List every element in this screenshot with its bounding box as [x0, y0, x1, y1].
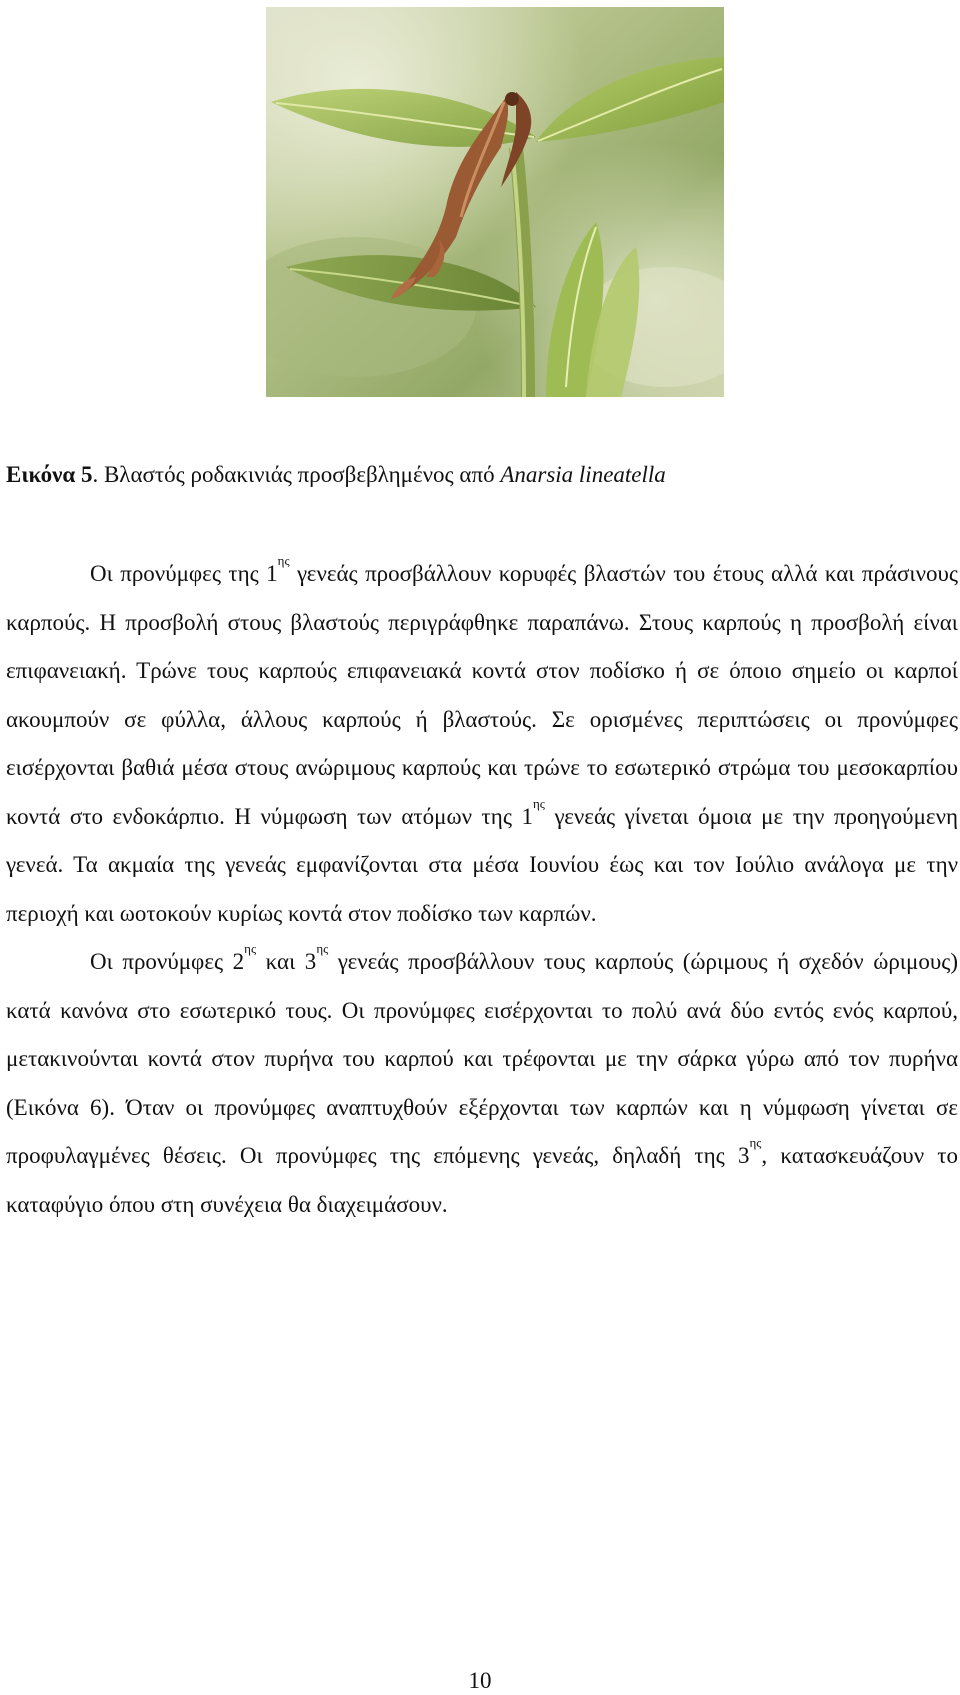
ordinal-superscript: ης: [277, 553, 290, 568]
paragraph-first-generation: [6, 550, 958, 938]
caption-text: . Βλαστός ροδακινιάς προσβεβλημένος από: [92, 462, 501, 487]
text-run: γενεάς προσβάλλουν τους καρπούς (ώριμους ή σχεδόν ώριμους) κατά κανόνα στο εσωτερικό τους. Οι προνύμφες εισέρχονται το πολύ ανά δύο εντός ενός καρπού, μετακινούνται κοντά στον πυρήνα του καρπού και τρέφονται με την σάρκα γύρω από τον πυρήνα (Εικόνα 6). Όταν οι προνύμφες αναπτυχθούν εξέρχονται των καρπών και η νύμφωση γίνεται σε προφυλαγμένες θέσεις. Οι προνύμφες της επόμενης γενεάς, δηλαδή της 3: [6, 949, 958, 1168]
text-run: γενεάς προσβάλλουν κορυφές βλαστών του έτους αλλά και πράσινους καρπούς. Η προσβολή στους βλαστούς περιγράφθηκε παραπάνω. Στους καρπούς η προσβολή είναι επιφανειακή. Τρώνε τους καρπούς επιφανειακά κοντά στον ποδίσκο ή σε όποιο σημείο οι καρποί ακουμπούν σε φύλλα, άλλους καρπούς ή βλαστούς. Σε ορισμένες περιπτώσεις οι προνύμφες εισέρχονται βαθιά μέσα στους ανώριμους καρπούς και τρώνε το εσωτερικό στρώμα του μεσοκαρπίου κοντά στο ενδοκάρπιο. Η νύμφωση των ατόμων της 1: [6, 561, 958, 829]
paragraph-later-generations: [6, 938, 958, 1229]
figure-caption: [6, 458, 956, 492]
text-run: Οι προνύμφες 2: [90, 949, 245, 974]
caption-species: Anarsia lineatella: [500, 462, 666, 487]
ordinal-superscript: ης: [316, 941, 329, 956]
figure-photo-peach-shoot: [266, 7, 724, 397]
text-run: Οι προνύμφες της 1: [90, 561, 278, 586]
text-run: γενεάς γίνεται όμοια με την προηγούμενη γενεά. Τα ακμαία της γενεάς εμφανίζονται στα μέσα Ιουνίου έως και τον Ιούλιο ανάλογα με την περιοχή και ωοτοκούν κυρίως κοντά στον ποδίσκο των καρπών.: [6, 803, 958, 926]
text-run: και 3: [256, 949, 317, 974]
ordinal-superscript: ης: [532, 795, 545, 811]
ordinal-superscript: ης: [244, 941, 257, 956]
text-run: , κατασκευάζουν το καταφύγιο όπου στη συνέχεια θα διαχειμάσουν.: [6, 1143, 958, 1217]
body-text: [6, 550, 958, 1229]
page-number: 10: [468, 1668, 492, 1693]
caption-label: Εικόνα 5: [6, 462, 93, 487]
ordinal-superscript: ης: [749, 1135, 762, 1150]
